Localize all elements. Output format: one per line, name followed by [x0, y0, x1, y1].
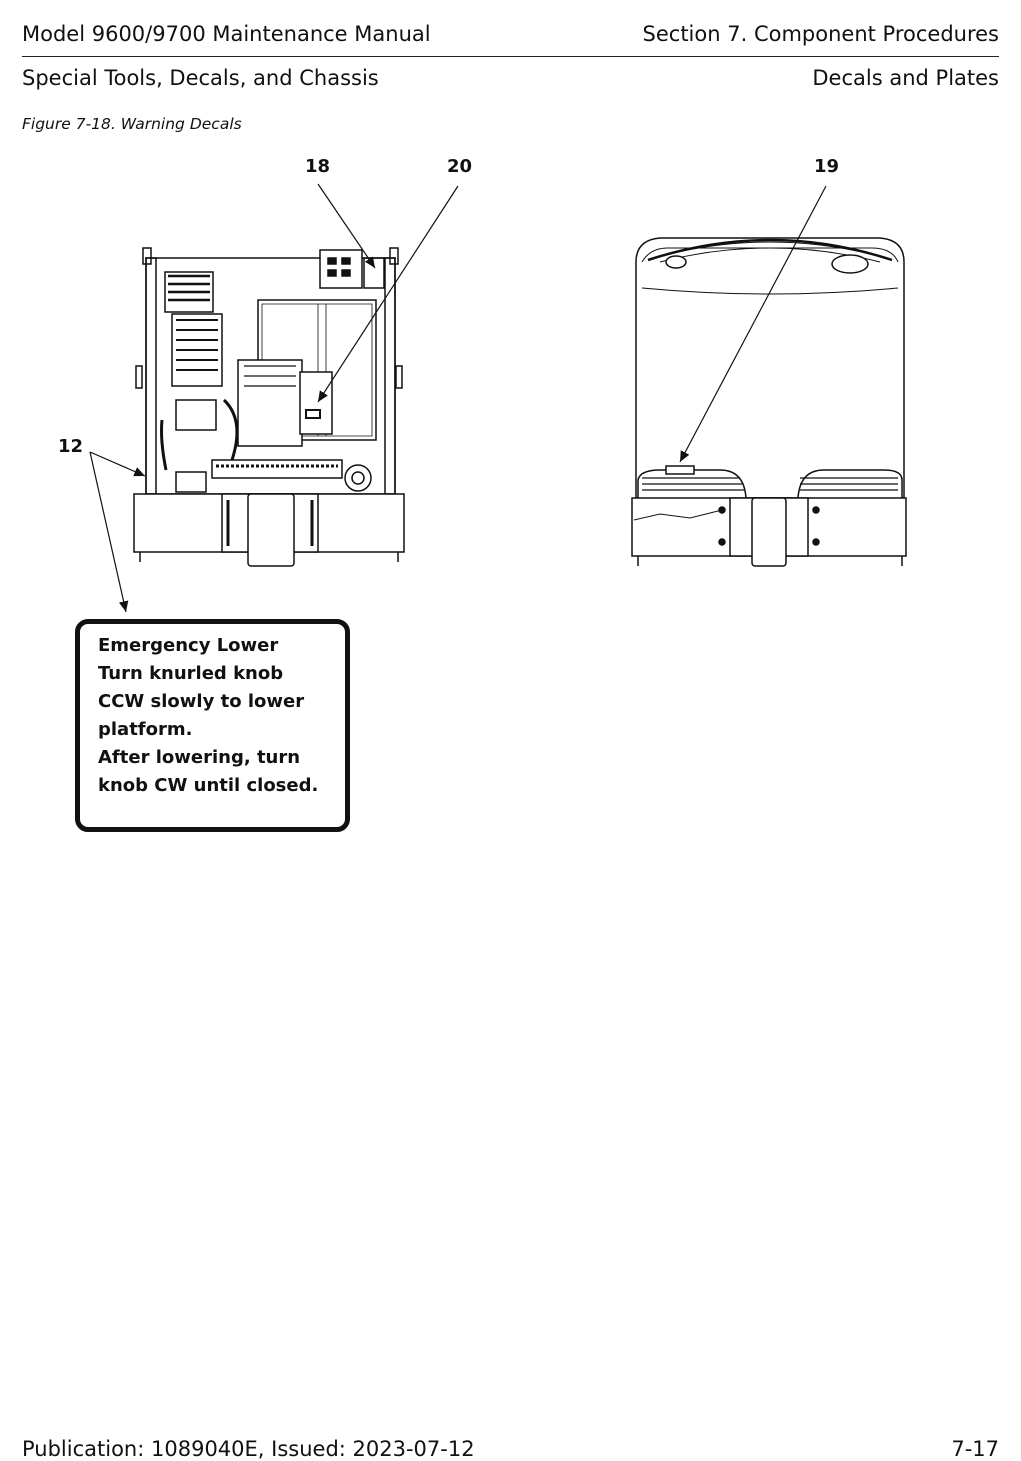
leader-12b [90, 452, 126, 612]
decal-line: Emergency Lower [98, 635, 279, 656]
figure-caption: Figure 7-18. Warning Decals [22, 115, 242, 133]
publication-info: Publication: 1089040E, Issued: 2023-07-12 [22, 1437, 475, 1461]
decal-line: knob CW until closed. [98, 775, 319, 796]
callout-12: 12 [58, 436, 84, 457]
page-number: 7-17 [951, 1437, 999, 1461]
chapter-subtitle: Special Tools, Decals, and Chassis [22, 66, 379, 90]
decal-line: platform. [98, 719, 193, 740]
decal-line: Turn knurled knob [98, 663, 284, 684]
manual-title: Model 9600/9700 Maintenance Manual [22, 22, 431, 46]
section-title: Section 7. Component Procedures [642, 22, 999, 46]
emergency-lower-decal [75, 619, 350, 832]
callout-20: 20 [447, 156, 473, 177]
topic-subtitle: Decals and Plates [812, 66, 999, 90]
decal-line: CCW slowly to lower [98, 691, 305, 712]
decal-line: After lowering, turn [98, 747, 301, 768]
leader-12a [90, 452, 145, 476]
machine-rear-view [134, 248, 404, 566]
callout-19: 19 [814, 156, 840, 177]
callout-18: 18 [305, 156, 331, 177]
machine-front-view [632, 238, 906, 566]
